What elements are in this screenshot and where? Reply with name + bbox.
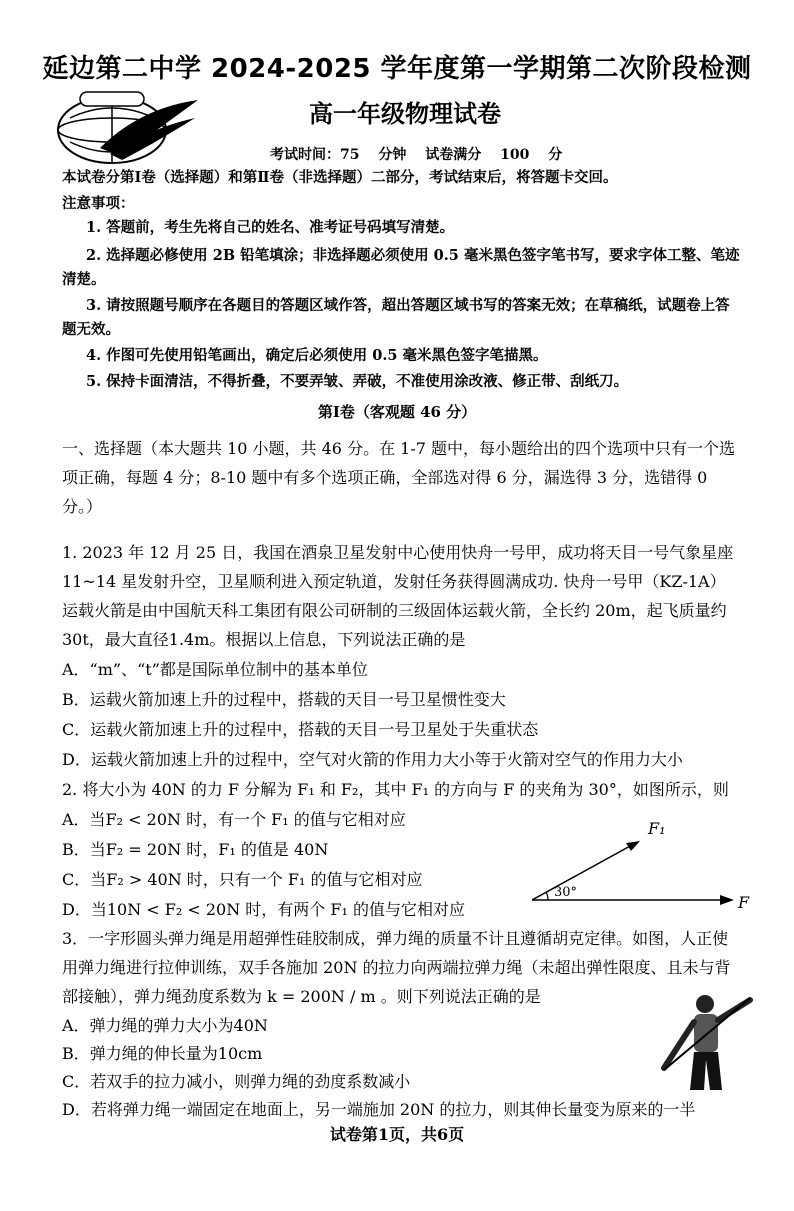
question-3-stem: 3．一字形圆头弹力绳是用超弹性硅胶制成，弹力绳的质量不计且遵循胡克定律。如图，人正使用弹力绳进行拉伸训练，双手各施加 20N 的拉力向两端拉弹力绳（未超出弹性限度、且未与背部接触），弹力绳劲度系数为 k = 200N / m 。则下列说法正确的是 [62,929,731,1006]
note-item: 3. 请按照题号顺序在各题目的答题区域作答，超出答题区域书写的答案无效；在草稿纸，试题卷上答题无效。 [62,297,730,338]
arrowhead-icon [626,841,640,851]
force-diagram [520,812,752,912]
note-item: 2. 选择题必修使用 2B 铅笔填涂；非选择题必须使用 0.5 毫米黑色签字笔书写，要求字体工整、笔迹清楚。 [62,247,740,288]
note-item: 5. 保持卡面清洁，不得折叠，不要弄皱、弄破，不准使用涂改液、修正带、刮纸刀。 [86,373,629,390]
notes-heading: 注意事项： [62,195,135,212]
question-2-stem: 2. 将大小为 40N 的力 F 分解为 F₁ 和 F₂，其中 F₁ 的方向与 F 的夹角为 30°，如图所示，则 [62,780,729,799]
page-footer: 试卷第1页，共6页 [329,1125,465,1144]
section-instructions: 一、选择题（本大题共 10 小题，共 46 分。在 1-7 题中，每小题给出的四个选项中只有一个选项正确，每题 4 分；8-10 题中有多个选项正确，全部选对得 6 分，漏选得 3 分，选错得 0 分。） [62,439,736,516]
section-heading: 第Ⅰ卷（客观题 46 分） [317,403,477,421]
question-2-option-a: A．当F₂ < 20N 时，有一个 F₁ 的值与它相对应 [62,810,406,829]
exam-title: 延边第二中学 2024-2025 学年度第一学期第二次阶段检测 [42,54,752,84]
question-1-option-b: B．运载火箭加速上升的过程中，搭载的天目一号卫星惯性变大 [62,690,506,709]
exam-meta: 考试时间：75 分钟 试卷满分 100 分 [270,147,563,163]
question-3-option-d: D．若将弹力绳一端固定在地面上，另一端施加 20N 的拉力，则其伸长量变为原来的一半 [62,1100,696,1119]
question-1-option-c: C．运载火箭加速上升的过程中，搭载的天目一号卫星处于失重状态 [62,720,539,739]
arrowhead-icon [720,895,734,905]
question-1-option-a: A．“m”、“t”都是国际单位制中的基本单位 [62,660,368,679]
exam-subtitle: 高一年级物理试卷 [309,99,501,128]
question-2-option-d: D．当10N < F₂ < 20N 时，有两个 F₁ 的值与它相对应 [62,900,465,919]
angle-label: 30° [554,885,578,900]
question-1-stem: 1. 2023 年 12 月 25 日，我国在酒泉卫星发射中心使用快舟一号甲，成功将天目一号气象星座 11~14 星发射升空，卫星顺利进入预定轨道，发射任务获得圆满成功. 快舟一号甲（KZ-1A）运载火箭是由中国航天科工集团有限公司研制的三级固体运载火箭，全长约 20m，起飞质量约30t，最大直径1.4m。根据以上信息，下列说法正确的是 [62,543,734,649]
exercise-figure [650,990,760,1095]
question-2-option-c: C．当F₂ > 40N 时，只有一个 F₁ 的值与它相对应 [62,870,423,889]
question-3-option-c: C．若双手的拉力减小，则弹力绳的劲度系数减小 [62,1072,411,1091]
question-3-option-b: B．弹力绳的伸长量为10cm [62,1044,263,1063]
question-1-option-d: D．运载火箭加速上升的过程中，空气对火箭的作用力大小等于火箭对空气的作用力大小 [62,750,683,769]
question-3-option-a: A．弹力绳的弹力大小为40N [62,1016,268,1035]
note-item: 4. 作图可先使用铅笔画出，确定后必须使用 0.5 毫米黑色签字笔描黑。 [86,347,548,364]
school-logo [50,88,200,168]
f1-label: F₁ [648,819,666,838]
note-item: 1. 答题前，考生先将自己的姓名、准考证号码填写清楚。 [86,219,455,236]
force-f1-line [532,845,632,900]
question-2-option-b: B．当F₂ = 20N 时，F₁ 的值是 40N [62,840,329,859]
intro-text: 本试卷分第Ⅰ卷（选择题）和第Ⅱ卷（非选择题）二部分，考试结束后，将答题卡交回。 [62,169,618,186]
f-label: F [738,893,750,912]
